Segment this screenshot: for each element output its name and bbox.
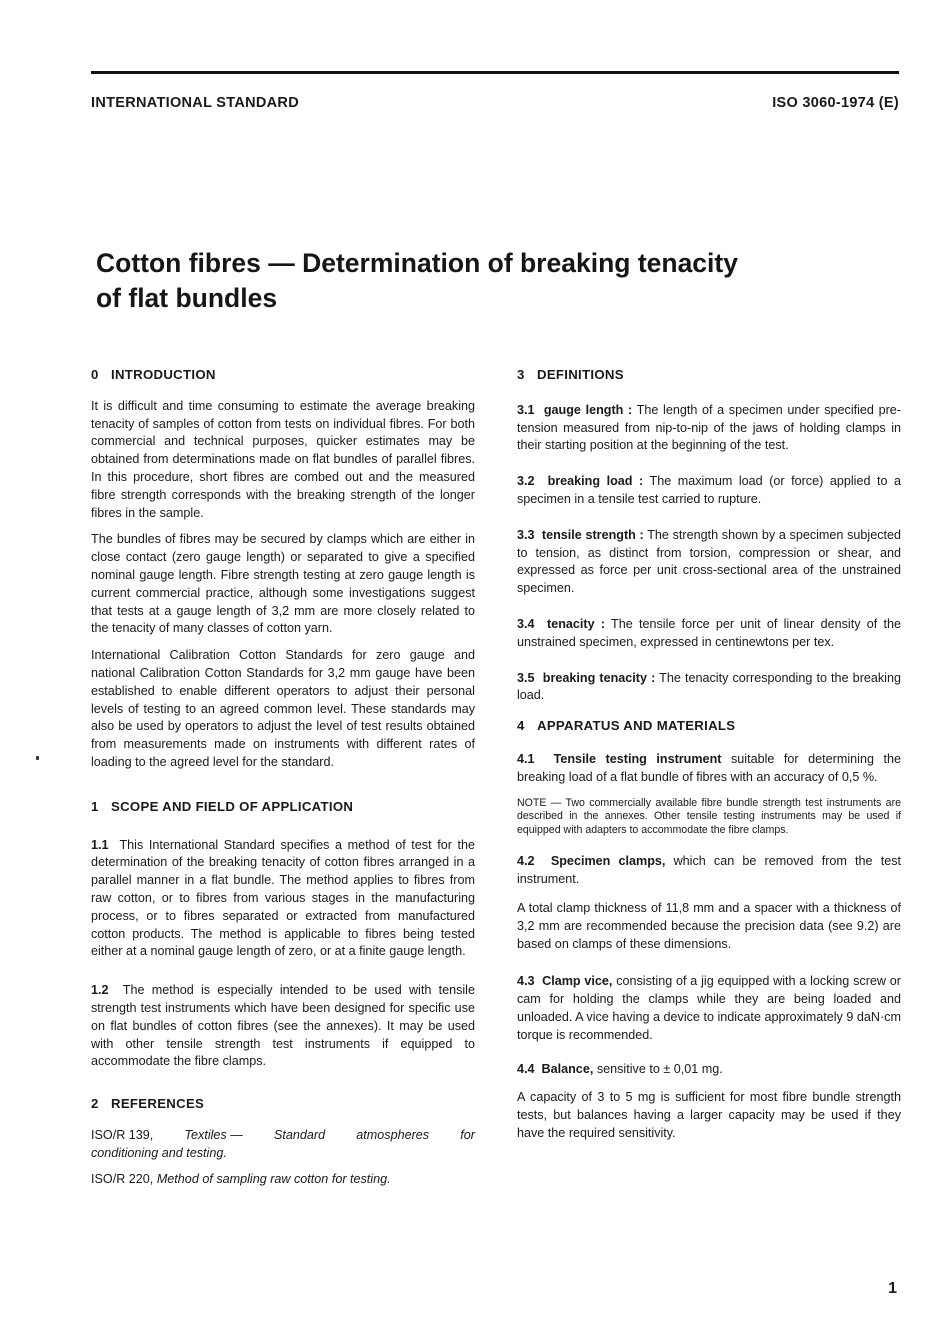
page-number: 1 (888, 1280, 897, 1297)
title-line-1: Cotton fibres — Determination of breaking tenacity (96, 248, 738, 278)
intro-paragraph-1: It is difficult and time consuming to estimate the average breaking tenacity of samples of cotton from tests on individual fibres. For both commercial and technical purposes, quicker estimates may be obtained from determinations made on flat bundles of parallel fibres. In this procedure, short fibres are combed out and the measured fibre strength corresponds with the breaking strength of the longer fibres in the sample. (91, 398, 475, 520)
document-title (96, 246, 796, 316)
clause-4-3: 4.3 Clamp vice, consisting of a jig equipped with a locking screw or cam for holding the clamps while they are being loaded and unloaded. A vice having a device to indicate approximately 9 daN·cm torque is recommended. (517, 974, 901, 1042)
reference-2: ISO/R 220, Method of sampling raw cotton for testing. (91, 1172, 391, 1187)
note-4-1: NOTE — Two commercially available fibre bundle strength test instruments are described in the annexes. Other tensile testing instruments may be used if equipped with adapters to accommodate the fibre clamps. (517, 796, 901, 836)
definition-3-1: 3.1 gauge length : The length of a specimen under specified pre-tension measured from nip-to-nip of the jaws of holding clamps in their starting position at the beginning of the test. (517, 402, 901, 453)
definition-3-4: 3.4 tenacity : The tensile force per unit of linear density of the unstrained specimen, expressed in centinewtons per tex. (517, 616, 901, 649)
clause-4-2: 4.2 Specimen clamps, which can be removed from the test instrument. (517, 854, 902, 887)
clause-4-4: 4.4 Balance, sensitive to ± 0,01 mg. (517, 1061, 723, 1076)
clause-1-2: 1.2 The method is especially intended to be used with tensile strength test instruments which have been designed for specific use on flat bundles of cotton fibres (see the annexes). It may be used with other tensile strength test instruments if equipped to accommodate the fibre clamps. (91, 983, 475, 1069)
clause-4-4-detail: A capacity of 3 to 5 mg is sufficient for most fibre bundle strength tests, but balances having a larger capacity may be used if they have the required sensitivity. (517, 1090, 901, 1140)
definition-3-2: 3.2 breaking load : The maximum load (or force) applied to a specimen in a tensile test carried to rupture. (517, 474, 902, 506)
reference-1: ISO/R 139, Textiles — Standard atmospheres for conditioning and testing. (91, 1127, 475, 1160)
header-rule (91, 71, 899, 74)
title-line-2: of flat bundles (96, 283, 278, 313)
left-column (91, 366, 475, 1189)
definition-3-3: 3.3 tensile strength : The strength shown by a specimen subjected to tension, as distinct from torsion, compression or shear, and expressed as force per unit cross-sectional area of the unstrained specimen. (517, 527, 902, 596)
section-2-heading: 2 REFERENCES (91, 1096, 205, 1112)
scan-speck (36, 756, 39, 760)
clause-4-2-detail: A total clamp thickness of 11,8 mm and a spacer with a thickness of 3,2 mm are recommended because the precision data (see 9.2) are based on clamps of these dimensions. (517, 900, 901, 951)
section-4-heading: 4 APPARATUS AND MATERIALS (517, 718, 736, 734)
clause-4-1: 4.1 Tensile testing instrument suitable for determining the breaking load of a flat bundle of fibres with an accuracy of 0,5 %. (517, 751, 901, 784)
right-column (517, 366, 901, 1143)
standard-number: ISO 3060-1974 (E) (772, 95, 899, 111)
section-3-heading: 3 DEFINITIONS (517, 367, 624, 382)
intro-paragraph-2: The bundles of fibres may be secured by clamps which are either in close contact (zero gauge length) or separated to give a specified nominal gauge length. Fibre strength testing at zero gauge length is current commercial practice, although some investigations suggest that tests at a gauge length of 3,2 mm are more closely related to the tenacity of many classes of cotton yarn. (91, 532, 475, 636)
section-0-heading: 0 INTRODUCTION (91, 367, 216, 382)
clause-1-1: 1.1 This International Standard specifies a method of test for the determination of the breaking tenacity of cotton fibres arranged in a parallel manner in a flat bundle. The method applies to fibres from raw cotton, or to fibres from various stages in the manufacturing process, or to fibres separated or extracted from manufactured cotton products. The method is applicable to fibres being tested either at a nominal gauge length of zero, or at a finite gauge length. (91, 837, 475, 959)
intro-paragraph-3: International Calibration Cotton Standards for zero gauge and national Calibration Cotton Standards for 3,2 mm gauge have been established to enable different operators to adjust their personal levels of testing to an agreed common level. These standards may also be used by operators to adjust the level of test results obtained from measurements made on instruments with different rates of loading to the agreed level for the standard. (91, 648, 475, 769)
section-1-heading: 1 SCOPE AND FIELD OF APPLICATION (91, 798, 354, 814)
document-type-label: INTERNATIONAL STANDARD (91, 95, 299, 111)
definition-3-5: 3.5 breaking tenacity : The tenacity corresponding to the breaking load. (517, 670, 901, 703)
